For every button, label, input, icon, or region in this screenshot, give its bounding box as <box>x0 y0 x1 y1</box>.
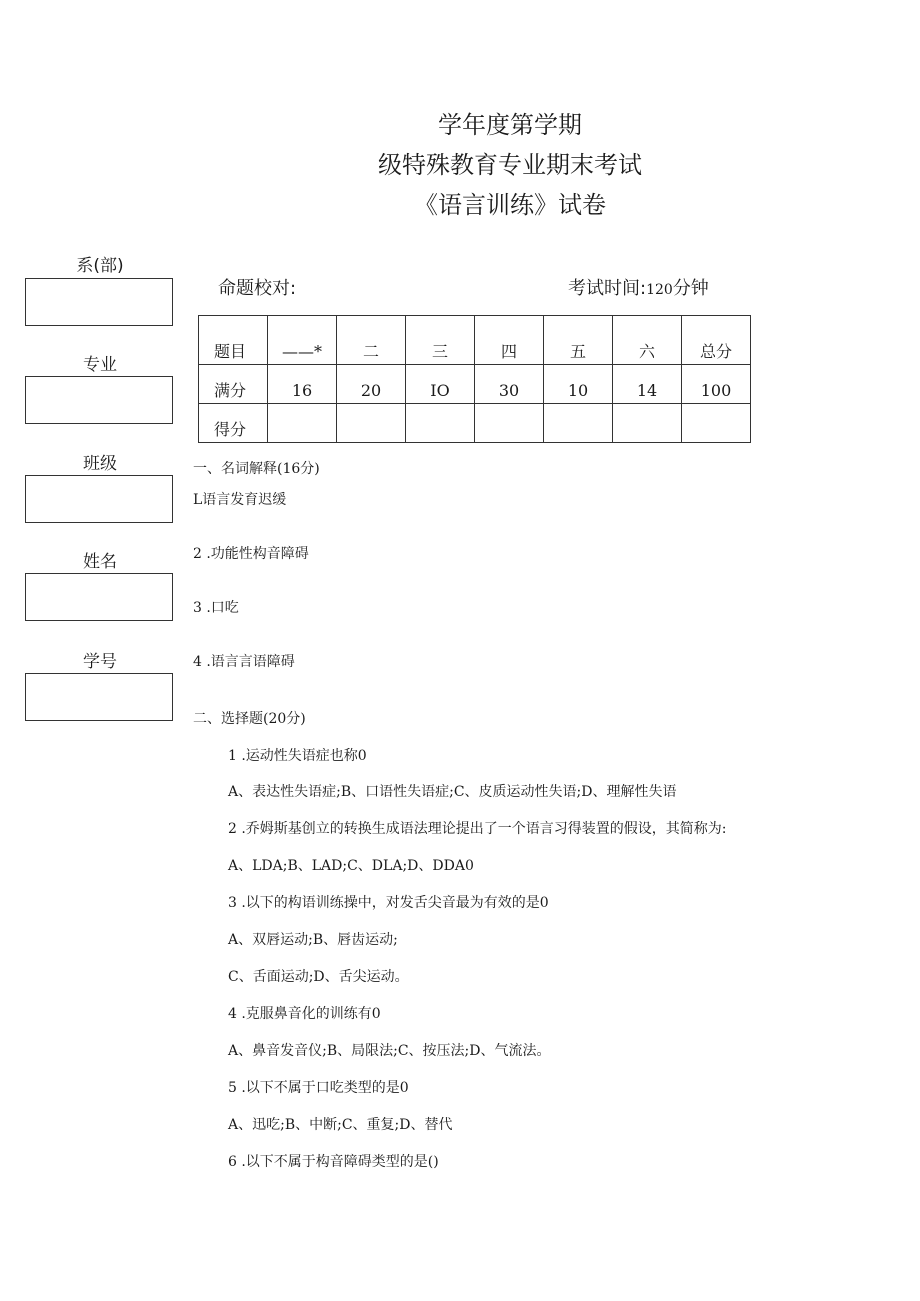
options-line: A、迅吃;B、中断;C、重复;D、替代 <box>228 1117 453 1133</box>
exam-title: 《语言训练》试卷 <box>414 191 606 219</box>
score-table <box>198 315 751 443</box>
exam-time-label: 考试时间: <box>568 278 647 299</box>
score-input-cell[interactable] <box>337 404 406 443</box>
question-line: 1 .运动性失语症也称0 <box>228 748 367 764</box>
department-label: 系(部) <box>76 256 124 276</box>
section-2-title: 二、选择题(20分) <box>193 711 306 727</box>
header-cell: 三 <box>406 316 475 365</box>
term-item: 3 .口吃 <box>193 600 239 616</box>
options-line: A、LDA;B、LAD;C、DLA;D、DDA0 <box>228 858 474 874</box>
full-mark-cell: IO <box>406 365 475 404</box>
name-field[interactable] <box>25 573 173 621</box>
header-cell: ——* <box>268 316 337 365</box>
question-line: 3 .以下的构语训练操中，对发舌尖音最为有效的是0 <box>228 895 549 911</box>
department-field[interactable] <box>25 278 173 326</box>
row-label-score: 得分 <box>199 404 268 443</box>
student-id-label: 学号 <box>83 652 117 672</box>
score-table-full-marks-row <box>199 365 751 404</box>
full-mark-cell: 10 <box>544 365 613 404</box>
score-input-cell[interactable] <box>406 404 475 443</box>
proofread-label: 命题校对: <box>218 278 297 299</box>
row-label-full-marks: 满分 <box>199 365 268 404</box>
class-field[interactable] <box>25 475 173 523</box>
question-line: 6 .以下不属于构音障碍类型的是() <box>228 1154 439 1170</box>
term-item: 4 .语言言语障碍 <box>193 654 295 670</box>
question-line: 2 .乔姆斯基创立的转换生成语法理论提出了一个语言习得装置的假设，其简称为: <box>228 821 727 837</box>
section-1-title: 一、名词解释(16分) <box>193 461 320 477</box>
score-input-cell[interactable] <box>475 404 544 443</box>
class-label: 班级 <box>83 454 117 474</box>
header-cell: 六 <box>613 316 682 365</box>
header-cell: 五 <box>544 316 613 365</box>
header-cell: 二 <box>337 316 406 365</box>
full-mark-cell: 20 <box>337 365 406 404</box>
score-input-cell[interactable] <box>544 404 613 443</box>
exam-time-value: 120 <box>646 282 673 298</box>
header-cell-total: 总分 <box>682 316 751 365</box>
options-line: A、鼻音发音仪;B、局限法;C、按压法;D、气流法。 <box>228 1043 551 1059</box>
options-line: C、舌面运动;D、舌尖运动。 <box>228 969 409 985</box>
full-mark-cell-total: 100 <box>682 365 751 404</box>
student-id-field[interactable] <box>25 673 173 721</box>
header-line-1: 学年度第学期 <box>438 111 582 139</box>
header-line-2: 级特殊教育专业期末考试 <box>378 151 642 179</box>
header-cell: 四 <box>475 316 544 365</box>
score-table-header-row <box>199 316 751 365</box>
row-label-question: 题目 <box>199 316 268 365</box>
term-item: L语言发育迟缓 <box>193 492 287 508</box>
full-mark-cell: 16 <box>268 365 337 404</box>
score-input-cell[interactable] <box>613 404 682 443</box>
full-mark-cell: 14 <box>613 365 682 404</box>
term-item: 2 .功能性构音障碍 <box>193 546 309 562</box>
major-label: 专业 <box>83 355 117 375</box>
score-input-cell-total[interactable] <box>682 404 751 443</box>
exam-time-unit: 分钟 <box>672 278 709 299</box>
name-label: 姓名 <box>83 552 117 572</box>
score-table-score-row <box>199 404 751 443</box>
question-line: 5 .以下不属于口吃类型的是0 <box>228 1080 409 1096</box>
question-line: 4 .克服鼻音化的训练有0 <box>228 1006 381 1022</box>
exam-time <box>568 277 709 302</box>
options-line: A、双唇运动;B、唇齿运动; <box>228 932 398 948</box>
major-field[interactable] <box>25 376 173 424</box>
options-line: A、表达性失语症;B、口语性失语症;C、皮质运动性失语;D、理解性失语 <box>228 784 677 800</box>
full-mark-cell: 30 <box>475 365 544 404</box>
score-input-cell[interactable] <box>268 404 337 443</box>
